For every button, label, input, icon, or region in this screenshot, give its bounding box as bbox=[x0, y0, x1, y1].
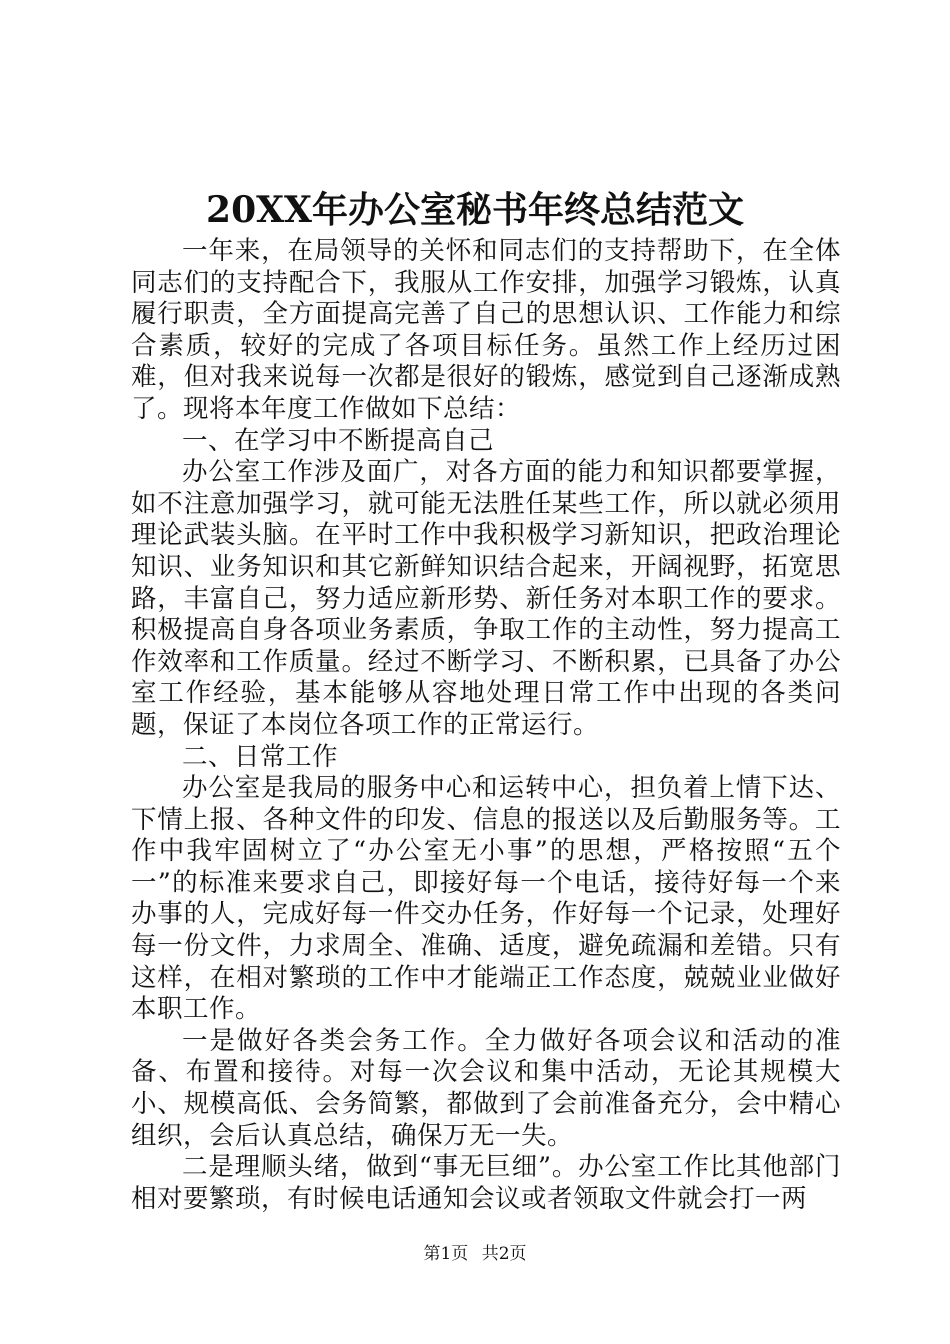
paragraph-details: 二是理顺头绪，做到“事无巨细”。办公室工作比其他部门相对要繁琐，有时候电话通知会议或者领取文件就会打一两 bbox=[131, 1152, 841, 1214]
document-body bbox=[131, 236, 841, 1215]
section-heading-study: 一、在学习中不断提高自己 bbox=[182, 425, 495, 456]
page-footer bbox=[0, 1242, 950, 1266]
page-number-total: 共2页 bbox=[481, 1244, 527, 1264]
page-number-current: 第1页 bbox=[423, 1244, 469, 1264]
paragraph-daily-work: 办公室是我局的服务中心和运转中心，担负着上情下达、下情上报、各种文件的印发、信息的报送以及后勤服务等。工作中我牢固树立了“办公室无小事”的思想，严格按照“五个一”的标准来要求自己，即接好每一个电话，接待好每一个来办事的人，完成好每一件交办任务，作好每一个记录，处理好每一份文件，力求周全、准确、适度，避免疏漏和差错。只有这样，在相对繁琐的工作中才能端正工作态度，兢兢业业做好本职工作。 bbox=[131, 773, 841, 1025]
section-heading-daily-work: 二、日常工作 bbox=[182, 741, 339, 772]
document-title: 20XX年办公室秘书年终总结范文 bbox=[206, 189, 744, 231]
paragraph-study: 办公室工作涉及面广，对各方面的能力和知识都要掌握，如不注意加强学习，就可能无法胜任某些工作，所以就必须用理论武装头脑。在平时工作中我积极学习新知识，把政治理论知识、业务知识和其它新鲜知识结合起来，开阔视野，拓宽思路，丰富自己，努力适应新形势、新任务对本职工作的要求。积极提高自身各项业务素质，争取工作的主动性，努力提高工作效率和工作质量。经过不断学习、不断积累，已具备了办公室工作经验，基本能够从容地处理日常工作中出现的各类问题，保证了本岗位各项工作的正常运行。 bbox=[131, 457, 841, 740]
paragraph-meetings: 一是做好各类会务工作。全力做好各项会议和活动的准备、布置和接待。对每一次会议和集中活动，无论其规模大小、规模高低、会务简繁，都做到了会前准备充分，会中精心组织，会后认真总结，确保万无一失。 bbox=[131, 1025, 841, 1151]
paragraph-intro: 一年来，在局领导的关怀和同志们的支持帮助下，在全体同志们的支持配合下，我服从工作安排，加强学习锻炼，认真履行职责，全方面提高完善了自己的思想认识、工作能力和综合素质，较好的完成了各项目标任务。虽然工作上经历过困难，但对我来说每一次都是很好的锻炼，感觉到自己逐渐成熟了。现将本年度工作做如下总结： bbox=[131, 236, 841, 424]
